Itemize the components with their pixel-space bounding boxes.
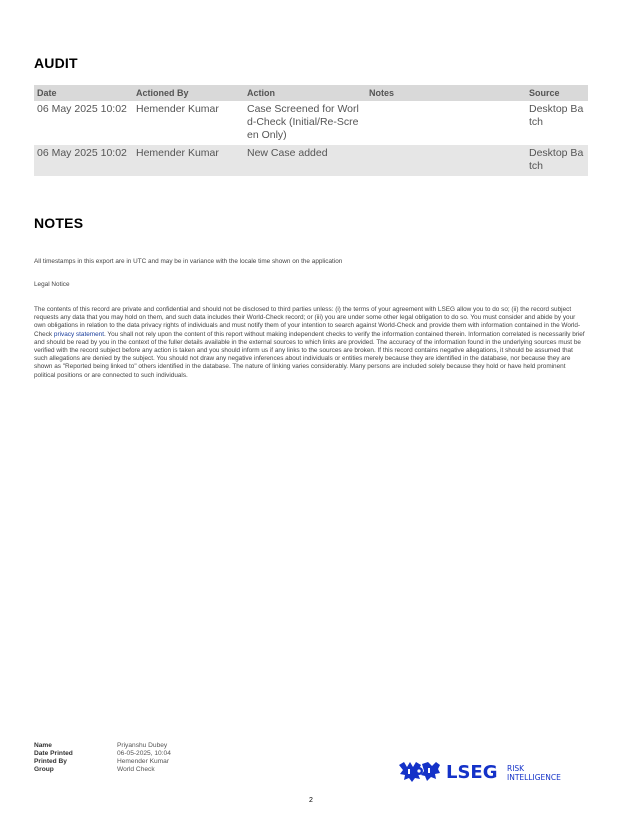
utc-note: All timestamps in this export are in UTC and may be in variance with the locale time shown on the application <box>34 258 343 265</box>
lseg-crest-icon <box>398 759 578 785</box>
svg-text:LSEG: LSEG <box>446 762 498 783</box>
cell-action: New Case added <box>244 145 366 176</box>
name-label: Name <box>34 742 52 749</box>
date-printed-label: Date Printed <box>34 750 73 757</box>
legal-text-part-2: . You shall not rely upon the content of this report without making independent checks to verify the information contained therein. Information correlated is necessarily brief and should be read by you in the context of the fuller details available in the external sources to which links are provided. The accuracy of the information found in the underlying sources must be verified with the record subject before any action is taken and you should inform us if any links to the sources are broken. If this record contains negative allegations, it should be assumed that such allegations are denied by the subject. You should not draw any negative inferences about individuals or entities merely because they are identified in the database, nor because they are shown as "Reported being linked to" others identified in the database. The nature of linking varies considerably. Many persons are included solely because they hold or have held prominent political positions or are connected to such individuals. <box>34 330 585 379</box>
cell-actioned-by: Hemender Kumar <box>133 101 244 145</box>
legal-text-part-1: The contents of this record are private and confidential and should not be disclosed to third parties unless: (i) the terms of your agreement with LSEG allow you to do so; (ii) the record subject requests any data that you may hold on them, and such data includes their World-Check record; or (iii) you are under some other legal obligation to do so. You must consider and abide by your own obligations in relation to the data privacy rights of individuals and must notify them of your intention to search against World-Check and provide them with information contained in the World-Check <box>34 306 581 338</box>
column-header-source: Source <box>526 85 588 101</box>
printed-by-label: Printed By <box>34 758 67 765</box>
column-header-date: Date <box>34 85 133 101</box>
cell-date: 06 May 2025 10:02 <box>34 145 133 176</box>
column-header-notes: Notes <box>366 85 526 101</box>
table-row <box>34 101 588 145</box>
page-number: 2 <box>309 797 313 804</box>
cell-date: 06 May 2025 10:02 <box>34 101 133 145</box>
audit-header-row <box>34 85 588 101</box>
legal-notice-heading: Legal Notice <box>34 281 70 288</box>
legal-notice-body <box>34 306 588 380</box>
date-printed-value: 06-05-2025, 10:04 <box>117 750 171 757</box>
print-metadata <box>34 742 171 774</box>
cell-actioned-by: Hemender Kumar <box>133 145 244 176</box>
privacy-statement-link[interactable]: privacy statement <box>53 330 104 338</box>
svg-text:INTELLIGENCE: INTELLIGENCE <box>507 773 561 782</box>
cell-source: Desktop Batch <box>526 101 588 145</box>
lseg-logo <box>398 759 578 785</box>
table-row <box>34 145 588 176</box>
cell-notes <box>366 145 526 176</box>
cell-action: Case Screened for World-Check (Initial/Re-Screen Only) <box>244 101 366 145</box>
name-value: Priyanshu Dubey <box>117 742 168 749</box>
printed-by-value: Hemender Kumar <box>117 758 170 765</box>
notes-title: NOTES <box>34 215 84 231</box>
audit-title: AUDIT <box>34 55 78 71</box>
svg-text:RISK: RISK <box>507 764 525 773</box>
group-label: Group <box>34 766 54 773</box>
column-header-action: Action <box>244 85 366 101</box>
cell-source: Desktop Batch <box>526 145 588 176</box>
group-value: World Check <box>117 766 155 773</box>
audit-table <box>34 85 588 176</box>
column-header-actioned-by: Actioned By <box>133 85 244 101</box>
cell-notes <box>366 101 526 145</box>
